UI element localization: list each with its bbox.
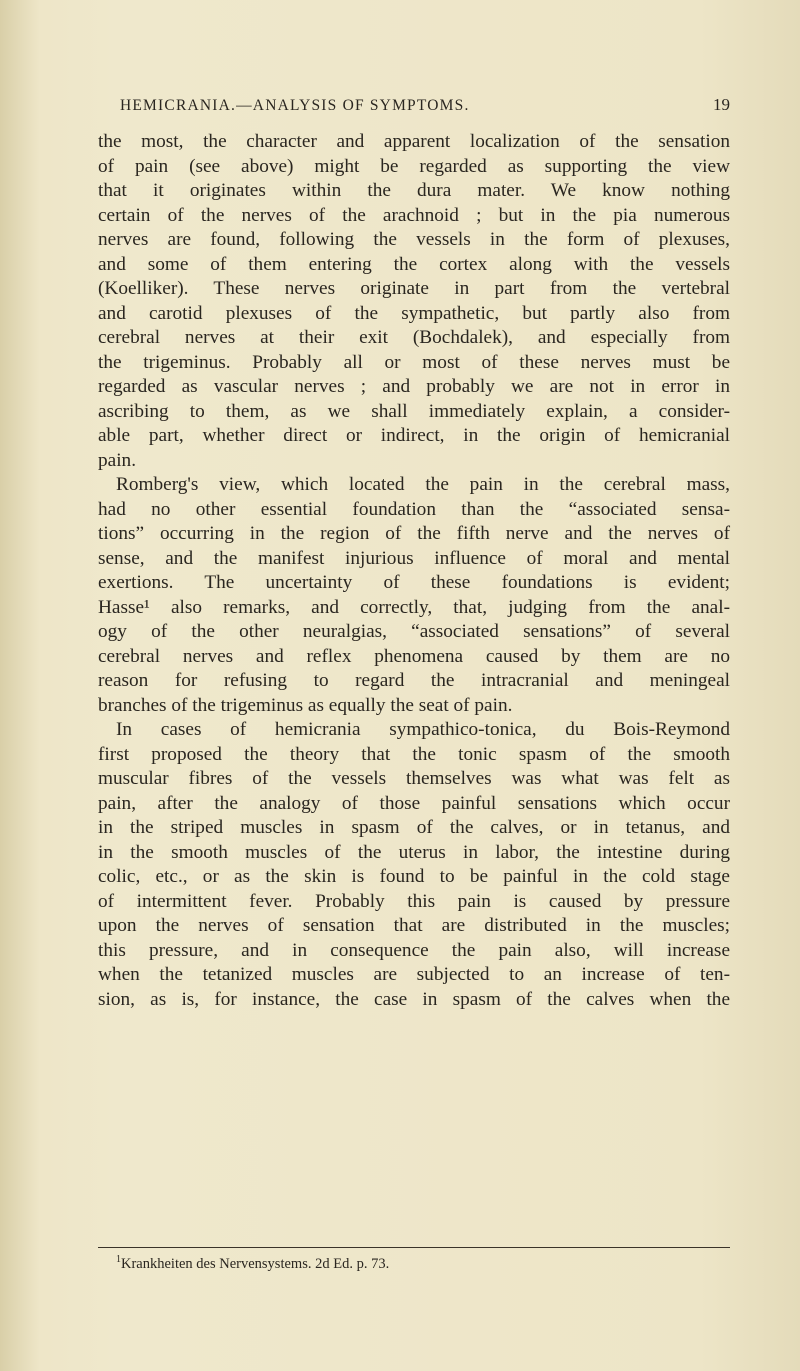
text-line: sense, and the manifest injurious influence of moral and mental	[98, 547, 730, 569]
text-line: in the striped muscles in spasm of the calves, or in tetanus, and	[98, 817, 730, 838]
text-line: the trigeminus. Probably all or most of these nerves must be	[98, 351, 730, 373]
text-line: and carotid plexuses of the sympathetic, but partly also from	[98, 302, 730, 324]
page-number: 19	[713, 95, 730, 114]
footnote-text: Krankheiten des Nervensystems. 2d Ed. p. 73.	[121, 1255, 390, 1272]
text-line: upon the nerves of sensation that are distributed in the muscles;	[98, 915, 730, 936]
footnote-marker: 1	[116, 1254, 121, 1265]
text-line: muscular fibres of the vessels themselves was what was felt as	[98, 768, 730, 789]
text-line: sion, as is, for instance, the case in spasm of the calves when the	[98, 988, 730, 1010]
text-line: first proposed the theory that the tonic spasm of the smooth	[98, 743, 730, 765]
text-line: in the smooth muscles of the uterus in labor, the intestine during	[98, 841, 730, 863]
text-line: of intermittent fever. Probably this pain is caused by pressure	[98, 890, 730, 912]
text-line: Romberg's view, which located the pain in the cerebral mass,	[116, 474, 730, 495]
text-line: cerebral nerves at their exit (Bochdalek), and especially from	[98, 327, 730, 348]
text-line: In cases of hemicrania sympathico-tonica, du Bois-Reymond	[116, 719, 730, 740]
text-line: pain.	[98, 449, 137, 471]
text-line: certain of the nerves of the arachnoid ; but in the pia numerous	[98, 204, 730, 226]
text-line: cerebral nerves and reflex phenomena caused by them are no	[98, 645, 730, 667]
text-line: branches of the trigeminus as equally the seat of pain.	[98, 694, 513, 716]
text-line: exertions. The uncertainty of these foundations is evident;	[98, 572, 730, 593]
text-line: ogy of the other neuralgias, “associated sensations” of several	[98, 621, 730, 642]
text-line: when the tetanized muscles are subjected to an increase of ten-	[98, 964, 730, 985]
text-line: that it originates within the dura mater. We know nothing	[98, 180, 730, 201]
text-line: able part, whether direct or indirect, in the origin of hemicranial	[98, 425, 730, 446]
text-line: the most, the character and apparent localization of the sensation	[98, 131, 730, 152]
text-line: colic, etc., or as the skin is found to be painful in the cold stage	[98, 866, 730, 887]
text-line: tions” occurring in the region of the fifth nerve and the nerves of	[98, 523, 730, 544]
page-header	[98, 93, 730, 121]
running-title: HEMICRANIA.—ANALYSIS OF SYMPTOMS.	[120, 97, 470, 114]
text-line: ascribing to them, as we shall immediately explain, a consider-	[98, 400, 730, 422]
paragraph-1	[98, 130, 730, 473]
text-line: pain, after the analogy of those painful sensations which occur	[98, 792, 730, 814]
footnote	[116, 1254, 716, 1273]
text-line: had no other essential foundation than the “associated sensa-	[98, 498, 730, 520]
text-line: this pressure, and in consequence the pain also, will increase	[98, 939, 730, 961]
text-line: regarded as vascular nerves ; and probably we are not in error in	[98, 376, 730, 397]
text-line: reason for refusing to regard the intracranial and meningeal	[98, 670, 730, 691]
body-text	[98, 130, 730, 1012]
paragraph-2	[98, 473, 730, 718]
text-line: Hasse¹ also remarks, and correctly, that, judging from the anal-	[98, 596, 730, 618]
text-line: and some of them entering the cortex along with the vessels	[98, 253, 730, 275]
text-line: (Koelliker). These nerves originate in part from the vertebral	[98, 278, 730, 299]
text-line: of pain (see above) might be regarded as supporting the view	[98, 155, 730, 177]
text-line: nerves are found, following the vessels in the form of plexuses,	[98, 229, 730, 250]
paragraph-3	[98, 718, 730, 1012]
footnote-divider	[98, 1247, 730, 1248]
